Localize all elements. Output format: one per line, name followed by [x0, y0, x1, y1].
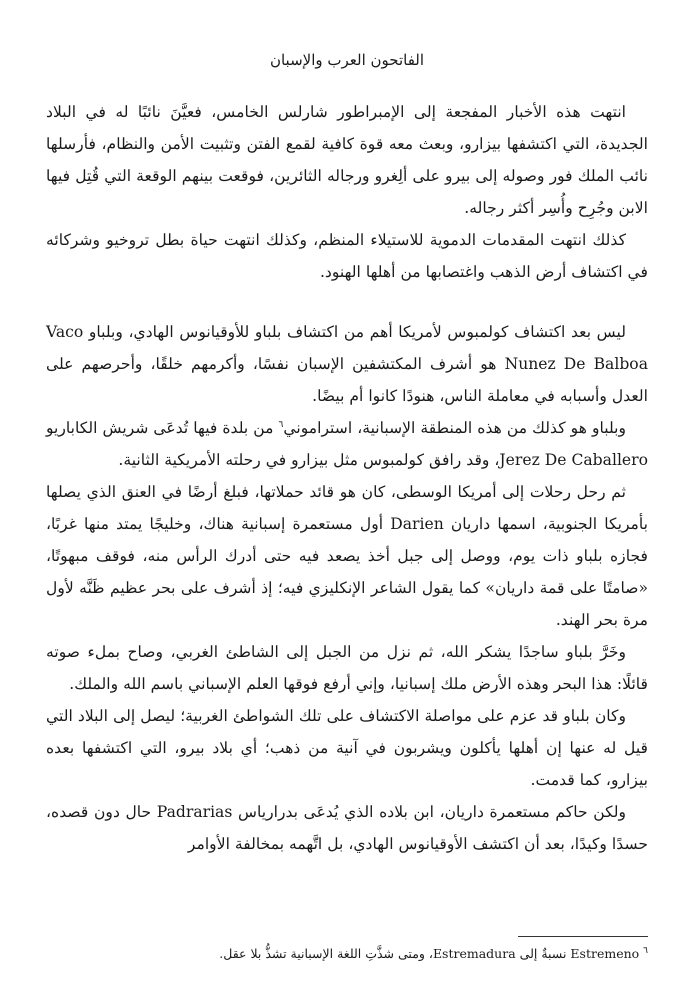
text-run: ، ومتى شذَّتِ اللغة الإسبانية تشذُّ بلا عقل. [219, 946, 433, 961]
paragraph [46, 412, 648, 476]
latin-name: Estremeno [570, 946, 640, 961]
running-header: الفاتحون العرب والإسبان [269, 51, 425, 69]
text-run: ولكن حاكم مستعمرة داريان، ابن بلاده الذي يُدعَى بدرارياس [232, 803, 626, 821]
body-text [46, 96, 648, 860]
paragraph [46, 476, 648, 636]
footnote-divider [518, 936, 648, 937]
latin-name: Jerez De Caballero [499, 451, 648, 469]
text-run: حال دون قصده، حسدًا وكيدًا، بعد أن اكتشف الأوقيانوس الهادي، بل اتَّهمه بمخالفة الأوامر [46, 803, 648, 853]
footnote [46, 944, 648, 964]
latin-name: Vaco Nunez De Balboa [46, 323, 648, 373]
footnote-number: ٦ [643, 945, 648, 956]
latin-name: Darien [390, 515, 444, 533]
latin-name: Padrarias [156, 803, 233, 821]
paragraph: كذلك انتهت المقدمات الدموية للاستيلاء المنظم، وكذلك انتهت حياة بطل تروخيو وشركائه في اكتشاف أرض الذهب واغتصابها من أهلها الهنود. [46, 231, 648, 281]
text-run: وبلباو هو كذلك من هذه المنطقة الإسبانية، استراموني [283, 419, 626, 437]
text-run: من بلدة فيها تُدعَى شريش الكاباريو [46, 419, 279, 437]
text-run: أول مستعمرة إسبانية هناك، وخليجًا يمتد منها غربًا، فجازه بلباو ذات يوم، ووصل إلى جبل أخذ يصعد فيه حتى أدرك الرأس منه، فوقف مبهوتًا، «صامتًا على قمة داريان» كما يقول الشاعر الإنكليزي فيه؛ إذ أشرف على بحر عظيم ظَنَّه لأول مرة بحر الهند. [46, 515, 648, 629]
footnote-reference: ٦ [278, 419, 284, 430]
paragraph: وخَرَّ بلباو ساجدًا يشكر الله، ثم نزل من الجبل إلى الشاطئ الغربي، وصاح بملء صوته قائلًا: هذا البحر وهذه الأرض ملك إسبانيا، وإني أرفع فوقها العلم الإسباني باسم الله والملك. [46, 643, 648, 693]
paragraph: انتهت هذه الأخبار المفجعة إلى الإمبراطور شارلس الخامس، فعيَّنَ نائبًا له في البلاد الجديدة، التي اكتشفها بيزارو، وبعث معه قوة كافية لقمع الفتن وتثبيت الأمن والنظام، فأرسلها نائب الملك فور وصوله إلى بيرو على ألِغرو ورجاله الثائرين، فوقعت بينهم الوقعة التي قُتِل فيها الابن وجُرِح وأُسِر أكثر رجاله. [46, 103, 648, 217]
paragraph [46, 796, 648, 860]
text-run: ليس بعد اكتشاف كولمبوس لأمريكا أهم من اكتشاف بلباو للأوقيانوس الهادي، وبلباو [83, 323, 626, 341]
text-run: ثم رحل رحلات إلى أمريكا الوسطى، كان هو قائد حملاتها، فبلغ أرضًا في العنق الذي يصلها بأمريكا الجنوبية، اسمها داريان [46, 483, 648, 533]
text-run: هو أشرف المكتشفين الإسبان نفسًا، وأكرمهم خلقًا، وأحرصهم على العدل وأسبابه في معاملة الناس، هنودًا كانوا أم بيضًا. [46, 355, 648, 405]
text-run: ، وقد رافق كولمبوس مثل بيزارو في رحلته الأمريكية الثانية. [118, 451, 500, 469]
text-run: نسبةٌ إلى [515, 946, 571, 961]
paragraph: وكان بلباو قد عزم على مواصلة الاكتشاف على تلك الشواطئ الغربية؛ ليصل إلى البلاد التي قيل له عنها إن أهلها يأكلون ويشربون في آنية من ذهب؛ أي بلاد بيرو، التي اكتشفها بعده بيزارو، كما قدمت. [46, 707, 648, 789]
paragraph [46, 316, 648, 412]
latin-name: Estremadura [432, 946, 516, 961]
